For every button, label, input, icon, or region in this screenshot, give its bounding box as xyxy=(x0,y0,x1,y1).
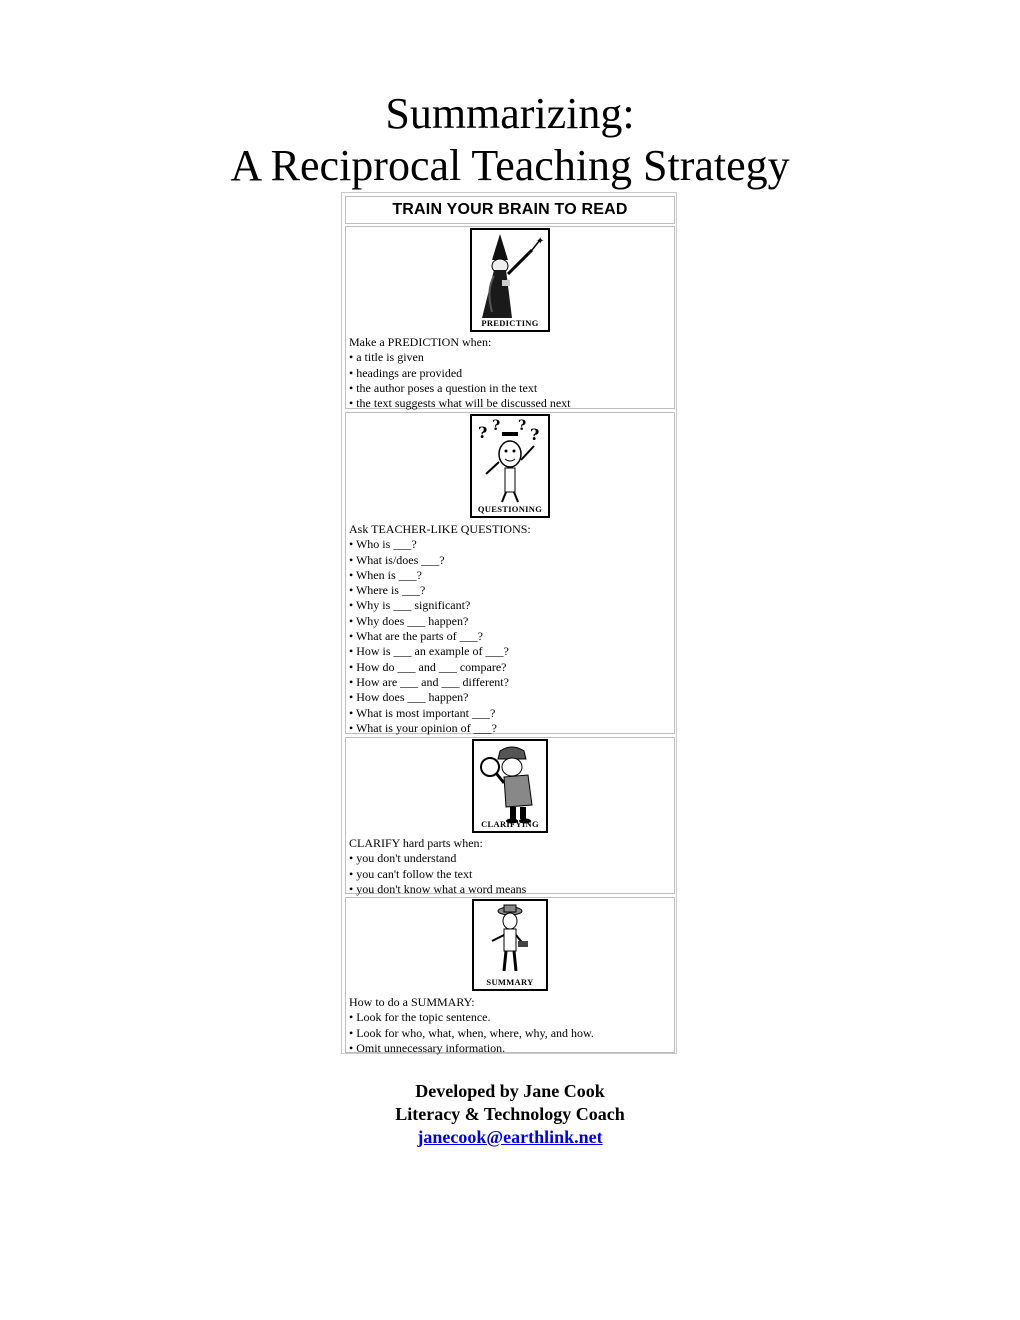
list-item: • Why does ___ happen? xyxy=(349,613,469,628)
list-item: • you don't understand xyxy=(349,851,457,866)
clarifying-intro: CLARIFY hard parts when: xyxy=(349,836,483,850)
predicting-text xyxy=(346,335,674,411)
list-item: • Who is ___? xyxy=(349,537,417,552)
table-header: TRAIN YOUR BRAIN TO READ xyxy=(345,196,675,224)
clarifying-image-label: CLARIFYING xyxy=(481,819,539,829)
list-item: • Omit unnecessary information. xyxy=(349,1040,506,1055)
list-item: • headings are provided xyxy=(349,365,463,380)
predicting-intro: Make a PREDICTION when: xyxy=(349,335,492,349)
list-item: • Why is ___ significant? xyxy=(349,598,471,613)
author-name: Developed by Jane Cook xyxy=(415,1081,605,1101)
clarifying-text xyxy=(346,836,674,897)
strategy-table xyxy=(341,192,677,1054)
section-summary xyxy=(345,897,675,1053)
svg-text:?: ? xyxy=(518,418,527,434)
list-item: • Look for who, what, when, where, why, and how. xyxy=(349,1025,594,1040)
list-item: • How do ___ and ___ compare? xyxy=(349,659,507,674)
list-item: • you can't follow the text xyxy=(349,866,473,881)
svg-text:?: ? xyxy=(478,423,488,442)
author-credits xyxy=(0,1080,1020,1149)
section-clarifying xyxy=(345,737,675,894)
list-item: • What is/does ___? xyxy=(349,552,445,567)
list-item: • the text suggests what will be discussed next xyxy=(349,396,571,411)
list-item: • How are ___ and ___ different? xyxy=(349,674,509,689)
svg-text:✦: ✦ xyxy=(536,236,545,247)
author-role: Literacy & Technology Coach xyxy=(395,1104,625,1124)
author-email-link[interactable]: janecook@earthlink.net xyxy=(417,1127,603,1147)
document-title xyxy=(0,88,1020,192)
list-item: • Where is ___? xyxy=(349,583,426,598)
list-item: • Look for the topic sentence. xyxy=(349,1010,491,1025)
svg-text:?: ? xyxy=(530,425,540,444)
question-marks-character-icon xyxy=(470,414,550,518)
questioning-image-label: QUESTIONING xyxy=(477,504,543,514)
summary-intro: How to do a SUMMARY: xyxy=(349,995,475,1009)
list-item: • What is most important ___? xyxy=(349,705,496,720)
questioning-text xyxy=(346,522,674,736)
title-line-2: A Reciprocal Teaching Strategy xyxy=(230,141,790,190)
list-item: • you don't know what a word means xyxy=(349,881,527,896)
cowboy-summary-icon xyxy=(472,899,548,991)
summary-text xyxy=(346,995,674,1056)
questioning-intro: Ask TEACHER-LIKE QUESTIONS: xyxy=(349,522,531,536)
wizard-predicting-icon xyxy=(470,228,550,332)
list-item: • What is your opinion of ___? xyxy=(349,720,497,735)
section-predicting xyxy=(345,226,675,409)
predicting-image-label: PREDICTING xyxy=(481,318,539,328)
summary-image-label: SUMMARY xyxy=(486,977,534,987)
list-item: • a title is given xyxy=(349,350,424,365)
svg-text:?: ? xyxy=(492,418,501,434)
list-item: • How is ___ an example of ___? xyxy=(349,644,509,659)
list-item: • the author poses a question in the text xyxy=(349,380,538,395)
list-item: • How does ___ happen? xyxy=(349,690,469,705)
detective-magnifier-icon xyxy=(472,739,548,833)
title-line-1: Summarizing: xyxy=(385,89,635,138)
section-questioning xyxy=(345,412,675,734)
list-item: • When is ___? xyxy=(349,567,422,582)
list-item: • What are the parts of ___? xyxy=(349,629,483,644)
